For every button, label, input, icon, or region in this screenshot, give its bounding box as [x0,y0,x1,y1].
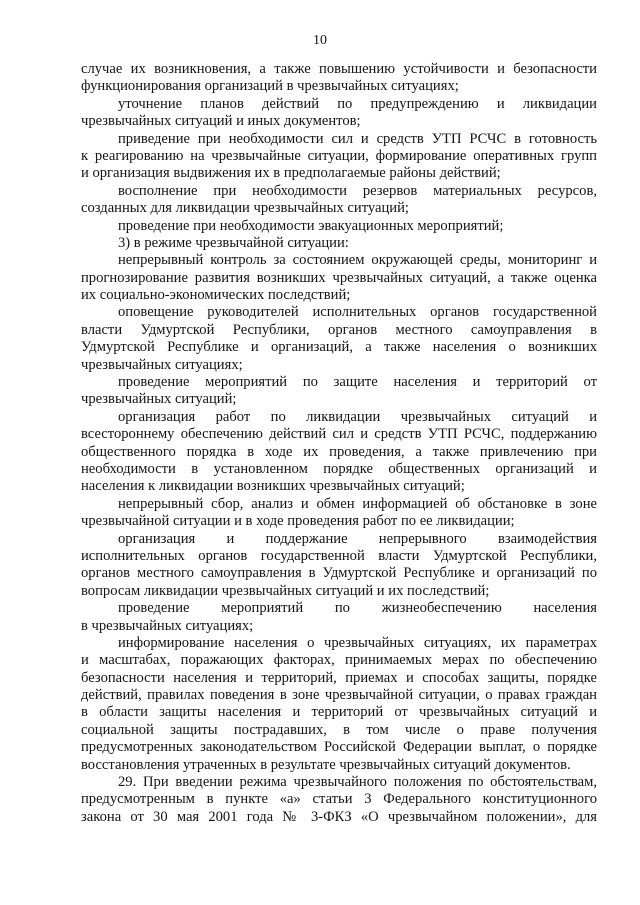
body-text [81,61,597,826]
text-line: в области защиты населения и территорий от чрезвычайных ситуаций и [81,704,597,721]
text-line: их социально-экономических последствий; [81,287,351,304]
text-line: и организация выдвижения их в предполагаемые районы действий; [81,165,501,182]
text-line: безопасности населения и территорий, приемах и способах защиты, порядке [81,669,597,686]
text-line: проведение мероприятий по защите населения и территорий от [118,374,597,391]
text-line: общественного порядка в ходе их проведения, а также привлечению при [81,443,597,460]
text-line: случае их возникновения, а также повышению устойчивости и безопасности [81,61,597,77]
text-line: необходимости в установленном порядке общественных организаций и [81,460,597,477]
text-line: организация и поддержание непрерывного взаимодействия [118,530,597,547]
text-line: вопросам ликвидации чрезвычайных ситуаций и их последствий; [81,582,490,599]
text-line: функционирования организаций в чрезвычайных ситуациях; [81,78,459,95]
text-line: социальной защиты пострадавших, в том числе о праве получения [81,721,597,738]
text-line: восстановления утраченных в результате чрезвычайных ситуаций документов. [81,756,571,773]
text-line: созданных для ликвидации чрезвычайных ситуаций; [81,200,409,217]
text-line: всестороннему обеспечению действий сил и средств УТП РСЧС, поддержанию [81,426,597,443]
text-line: организация работ по ликвидации чрезвычайных ситуаций и [118,408,597,425]
text-line: и масштабах, поражающих факторах, принимаемых мерах по обеспечению [81,652,597,669]
text-line: чрезвычайных ситуаций и иных документов; [81,113,361,130]
text-line: 3) в режиме чрезвычайной ситуации: [118,234,349,251]
text-line: уточнение планов действий по предупреждению и ликвидации [118,95,597,112]
text-line: действий, правилах поведения в зоне чрезвычайной ситуации, о правах граждан [81,687,597,704]
text-line: к реагированию на чрезвычайные ситуации, формирование оперативных групп [81,147,597,164]
text-line: чрезвычайных ситуациях; [81,356,243,373]
text-line: проведение мероприятий по жизнеобеспечению населения [118,600,597,617]
text-line: предусмотренных законодательством Российской Федерации выплат, о порядке [81,739,597,756]
text-line: Удмуртской Республике и организаций, а также населения о возникших [81,339,597,356]
text-line: закона от 30 мая 2001 года № 3-ФКЗ «О чрезвычайном положении», для [81,808,597,825]
text-line: чрезвычайных ситуаций; [81,391,237,408]
text-line: непрерывный сбор, анализ и обмен информацией об обстановке в зоне [118,495,597,512]
text-line: прогнозирование развития возникших чрезвычайных ситуаций, а также оценка [81,269,597,286]
page-number: 10 [313,33,327,48]
text-line: восполнение при необходимости резервов материальных ресурсов, [118,182,597,199]
text-line: населения к ликвидации возникших чрезвычайных ситуаций; [81,478,465,495]
text-line: исполнительных органов государственной власти Удмуртской Республики, [81,547,597,564]
text-line: чрезвычайной ситуации и в ходе проведения работ по ее ликвидации; [81,513,515,530]
text-line: оповещение руководителей исполнительных органов государственной [118,304,597,321]
text-line: власти Удмуртской Республики, органов местного самоуправления в [81,321,597,338]
text-line: приведение при необходимости сил и средств УТП РСЧС в готовность [118,130,597,147]
text-line: 29. При введении режима чрезвычайного положения по обстоятельствам, [118,774,597,791]
text-line: проведение при необходимости эвакуационных мероприятий; [118,217,504,234]
text-line: предусмотренным в пункте «а» статьи 3 Федерального конституционного [81,791,597,808]
text-line: в чрезвычайных ситуациях; [81,617,254,634]
text-line: непрерывный контроль за состоянием окружающей среды, мониторинг и [118,252,597,269]
text-line: органов местного самоуправления в Удмуртской Республике и организаций по [81,565,597,582]
text-line: информирование населения о чрезвычайных ситуациях, их параметрах [118,634,597,651]
